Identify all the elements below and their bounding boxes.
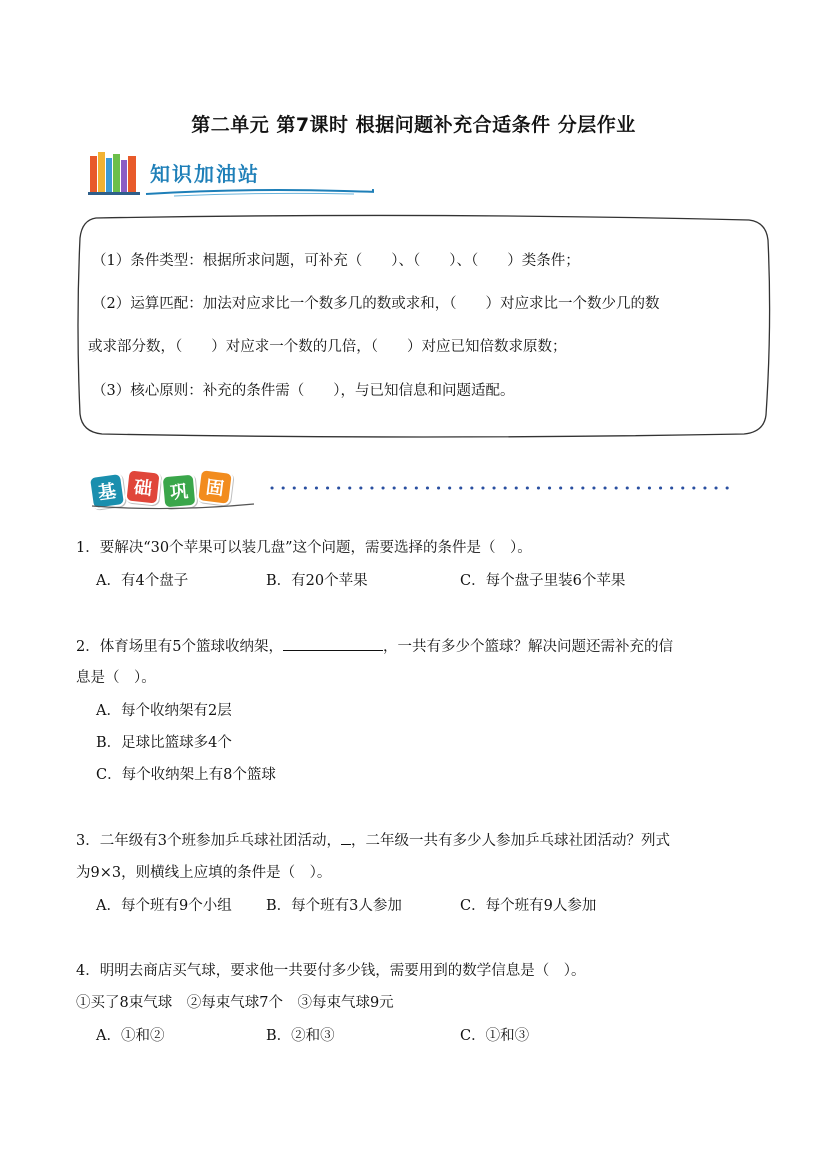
question-2-answer-blank[interactable] — [283, 636, 383, 651]
question-1-option-b[interactable]: B．有20个苹果 — [266, 573, 368, 589]
knowledge-item-3: 或求部分数，（ ）对应求一个数的几倍，（ ）对应已知倍数求原数； — [88, 339, 567, 355]
basic-banner-tile-1: 基 — [88, 472, 126, 510]
knowledge-banner — [88, 148, 318, 198]
question-2-stem-part-1: 2．体育场里有5个篮球收纳架， — [76, 639, 283, 655]
question-2-stem-line-2: 息是（ ）。 — [76, 670, 156, 686]
question-4-stem: 4．明明去商店买气球，要求他一共要付多少钱，需要用到的数学信息是（ ）。 — [76, 963, 586, 979]
basic-banner-tile-2: 础 — [124, 468, 161, 505]
question-3-option-c[interactable]: C．每个班有9人参加 — [460, 898, 597, 914]
question-1-stem: 1．要解决“30个苹果可以装几盘”这个问题，需要选择的条件是（ ）。 — [76, 540, 532, 556]
knowledge-item-4: （3）核心原则：补充的条件需（ ），与已知信息和问题适配。 — [92, 383, 515, 399]
question-3-answer-blank[interactable] — [341, 830, 351, 845]
question-4-option-c[interactable]: C．①和③ — [460, 1028, 530, 1044]
question-4-info: ①买了8束气球 ②每束气球7个 ③每束气球9元 — [76, 995, 394, 1011]
basic-banner-tile-3: 巩 — [161, 473, 198, 510]
question-3-stem-line-2: 为9×3，则横线上应填的条件是（ ）。 — [76, 865, 332, 881]
question-3-stem-part-2: ，二年级一共有多少人参加乒乓球社团活动？列式 — [350, 833, 670, 849]
question-2-option-c[interactable]: C．每个收纳架上有8个篮球 — [96, 767, 276, 783]
basic-banner — [88, 466, 268, 510]
books-icon — [88, 148, 144, 196]
question-4-option-b[interactable]: B．②和③ — [266, 1028, 335, 1044]
question-4-option-a[interactable]: A．①和② — [96, 1028, 165, 1044]
knowledge-item-2: （2）运算匹配：加法对应求比一个数多几的数或求和，（ ）对应求比一个数少几的数 — [92, 296, 660, 312]
banner-underline — [144, 186, 374, 198]
question-1-option-c[interactable]: C．每个盘子里装6个苹果 — [460, 573, 626, 589]
question-2-stem-line-1 — [76, 636, 673, 657]
question-3-stem-line-1 — [76, 830, 670, 851]
question-2-option-b[interactable]: B．足球比篮球多4个 — [96, 735, 232, 751]
knowledge-item-1: （1）条件类型：根据所求问题，可补充（ ）、（ ）、（ ）类条件； — [92, 253, 580, 269]
knowledge-banner-label: 知识加油站 — [150, 162, 260, 186]
question-1-option-a[interactable]: A．有4个盘子 — [96, 573, 189, 589]
question-3-option-b[interactable]: B．每个班有3人参加 — [266, 898, 402, 914]
question-3-option-a[interactable]: A．每个班有9个小组 — [96, 898, 232, 914]
question-3-stem-part-1: 3．二年级有3个班参加乒乓球社团活动， — [76, 833, 341, 849]
question-2-stem-part-2: ，一共有多少个篮球？解决问题还需补充的信 — [382, 639, 673, 655]
question-2-option-a[interactable]: A．每个收纳架有2层 — [96, 703, 232, 719]
knowledge-box-border — [74, 210, 774, 442]
dotted-separator — [270, 484, 740, 492]
basic-banner-tile-4: 固 — [196, 468, 234, 506]
page-title: 第二单元 第7课时 根据问题补充合适条件 分层作业 — [191, 114, 636, 136]
basic-banner-swoosh — [88, 498, 258, 512]
